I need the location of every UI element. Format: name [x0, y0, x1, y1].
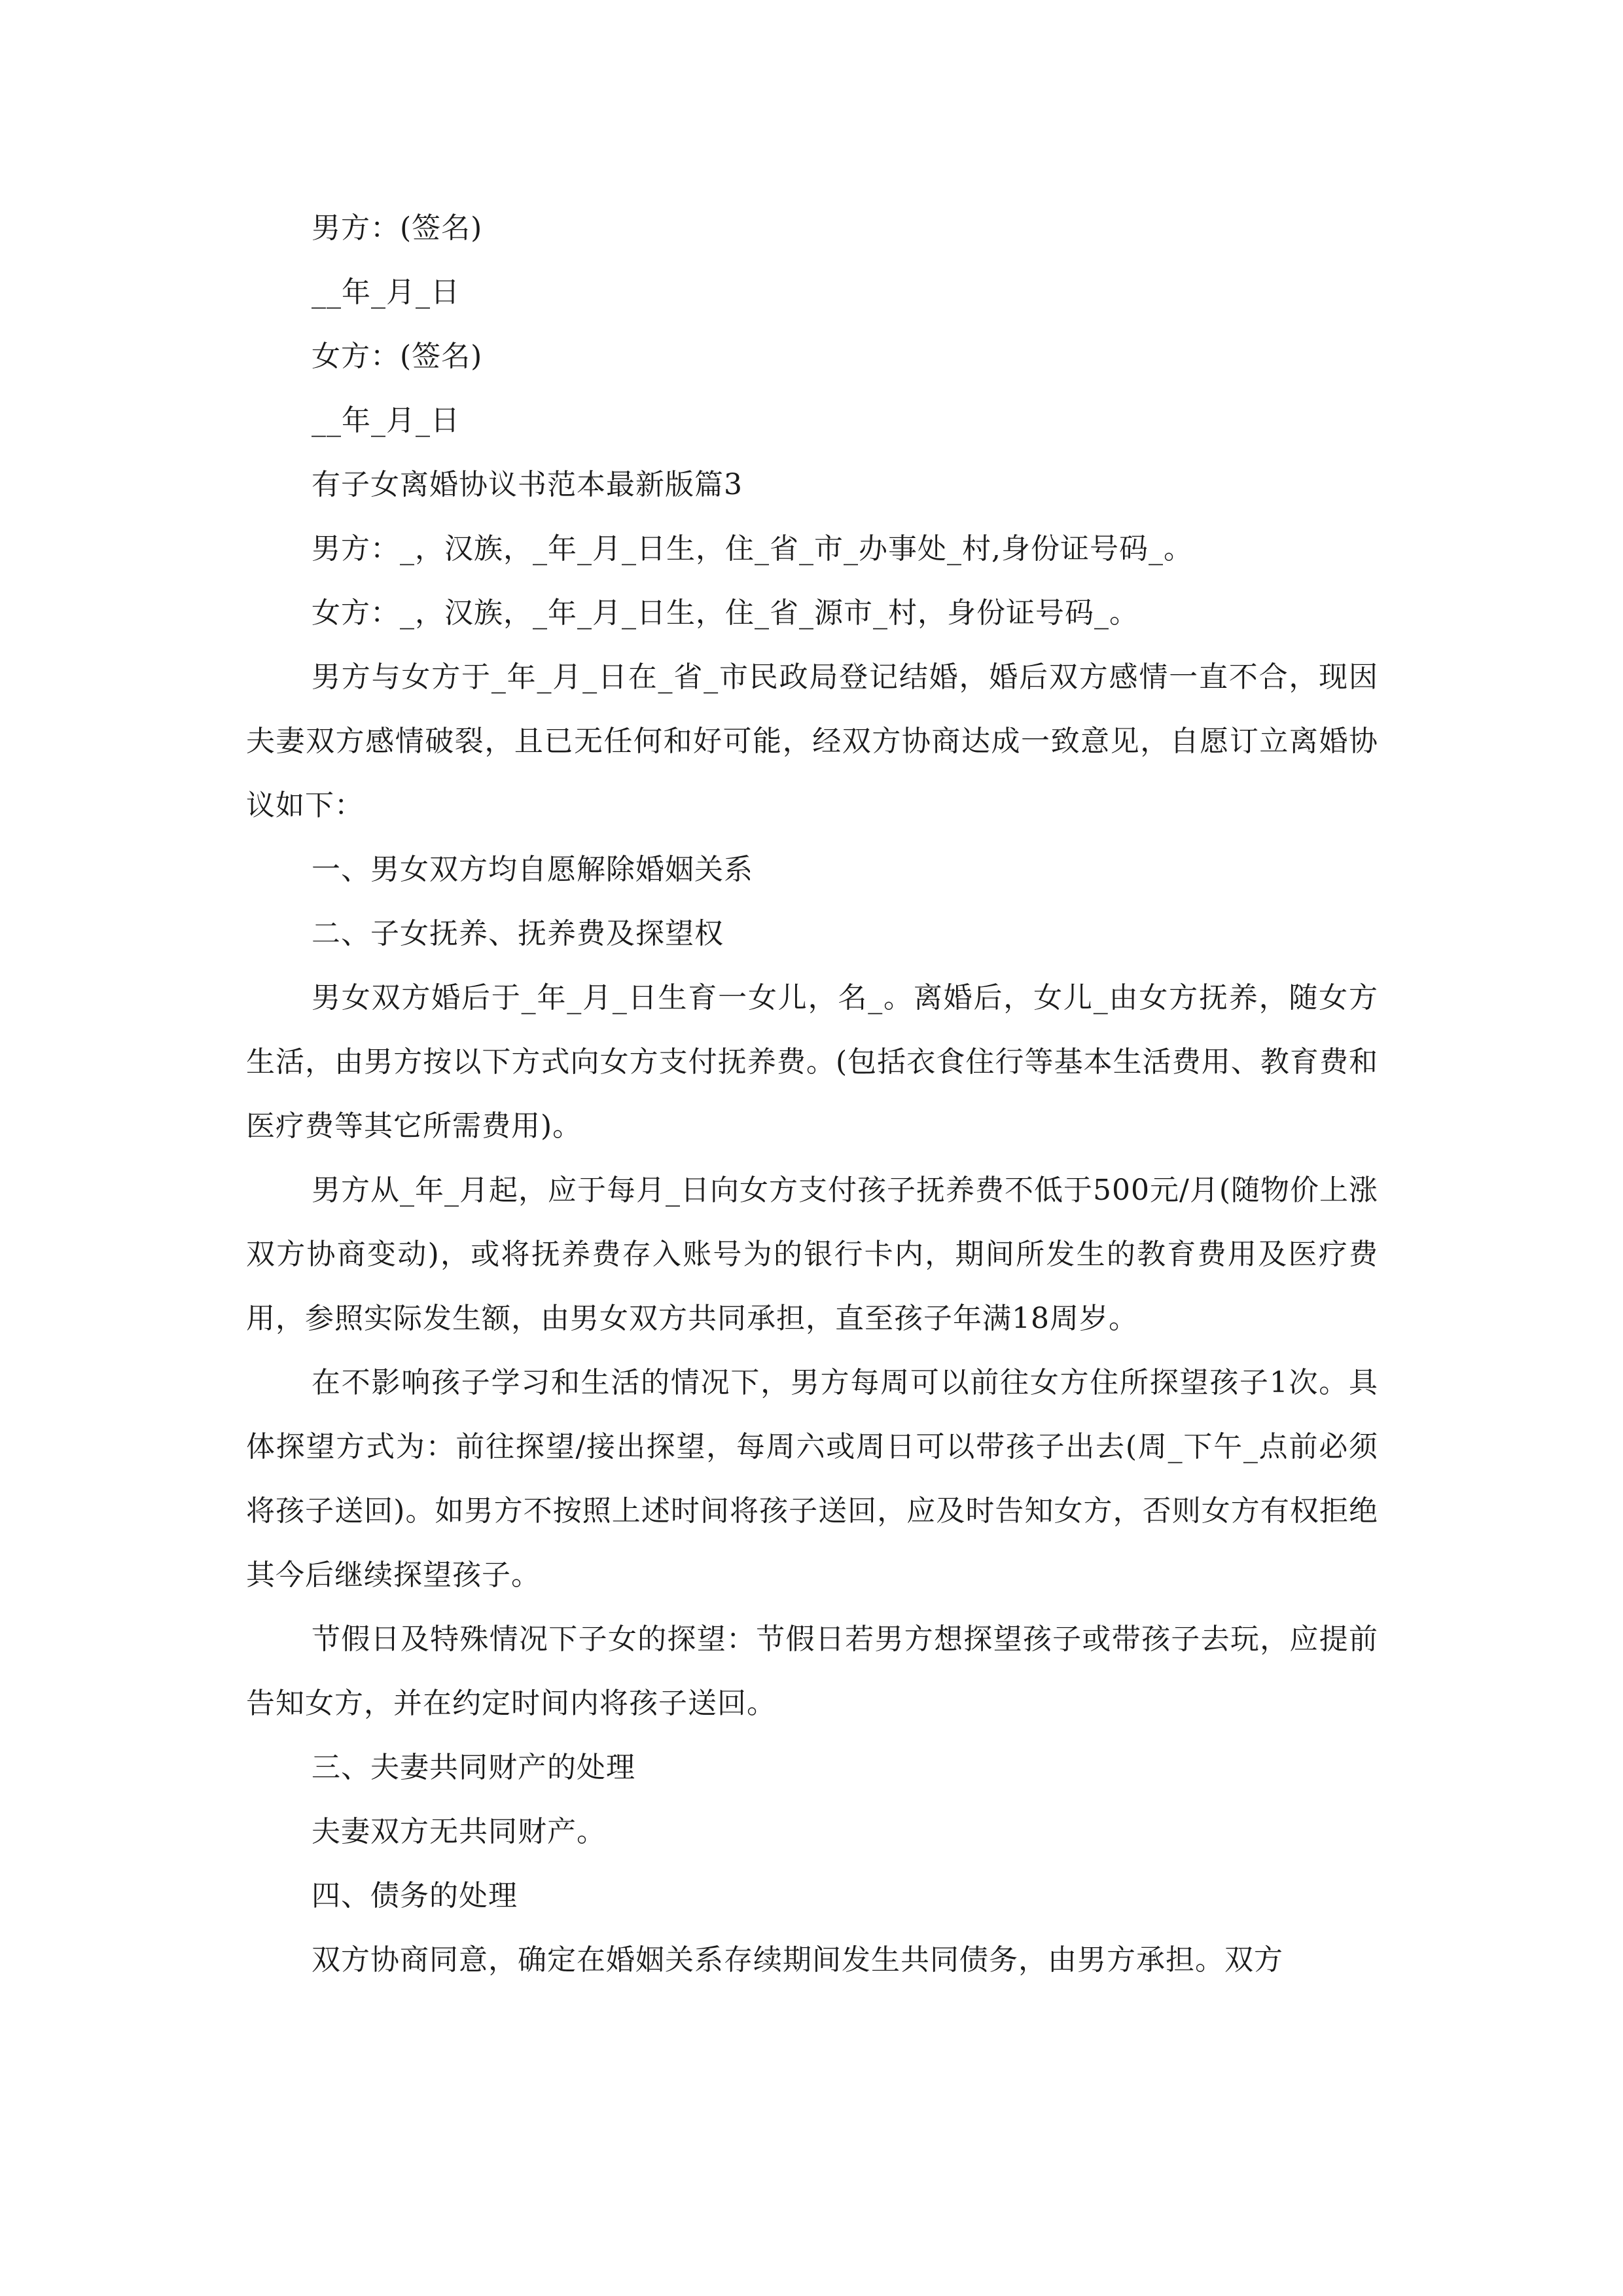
clause-heading-3: 三、夫妻共同财产的处理 [312, 1751, 635, 1784]
signature-line-male: 男方：(签名) [312, 211, 483, 245]
clause-heading-1: 一、男女双方均自愿解除婚姻关系 [312, 853, 753, 886]
clause-heading-2: 二、子女抚养、抚养费及探望权 [312, 917, 724, 950]
custody-paragraph: 男女双方婚后于_年_月_日生育一女儿，名_。离婚后，女儿_由女方抚养，随女方生活，由男方按以下方式向女方支付抚养费。(包括衣食住行等基本生活费用、教育费和医疗费等其它所需费用)。 [246, 981, 1378, 1143]
section-title: 有子女离婚协议书范本最新版篇3 [312, 468, 743, 501]
signature-line-female: 女方：(签名) [312, 340, 483, 373]
party-male-info: 男方：_，汉族，_年_月_日生，住_省_市_办事处_村,身份证号码_。 [312, 532, 1193, 565]
party-female-info: 女方：_，汉族，_年_月_日生，住_省_源市_村，身份证号码_。 [312, 596, 1139, 630]
clause-heading-4: 四、债务的处理 [312, 1879, 518, 1912]
holiday-visitation-paragraph: 节假日及特殊情况下子女的探望：节假日若男方想探望孩子或带孩子去玩，应提前告知女方，并在约定时间内将孩子送回。 [246, 1623, 1378, 1720]
document-body [246, 196, 1378, 1992]
child-support-paragraph: 男方从_年_月起，应于每月_日向女方支付孩子抚养费不低于500元/月(随物价上涨双方协商变动)，或将抚养费存入账号为的银行卡内，期间所发生的教育费用及医疗费用，参照实际发生额，由男女双方共同承担，直至孩子年满18周岁。 [246, 1174, 1378, 1335]
property-paragraph: 夫妻双方无共同财产。 [312, 1815, 606, 1848]
debt-paragraph: 双方协商同意，确定在婚姻关系存续期间发生共同债务，由男方承担。双方 [312, 1943, 1283, 1977]
visitation-paragraph: 在不影响孩子学习和生活的情况下，男方每周可以前往女方住所探望孩子1次。具体探望方式为：前往探望/接出探望，每周六或周日可以带孩子出去(周_下午_点前必须将孩子送回)。如男方不按照上述时间将孩子送回，应及时告知女方，否则女方有权拒绝其今后继续探望孩子。 [246, 1366, 1378, 1592]
date-line-male: __年_月_日 [312, 276, 460, 309]
date-line-female: __年_月_日 [312, 404, 460, 437]
marriage-background-paragraph: 男方与女方于_年_月_日在_省_市民政局登记结婚，婚后双方感情一直不合，现因夫妻双方感情破裂，且已无任何和好可能，经双方协商达成一致意见，自愿订立离婚协议如下： [246, 660, 1378, 822]
